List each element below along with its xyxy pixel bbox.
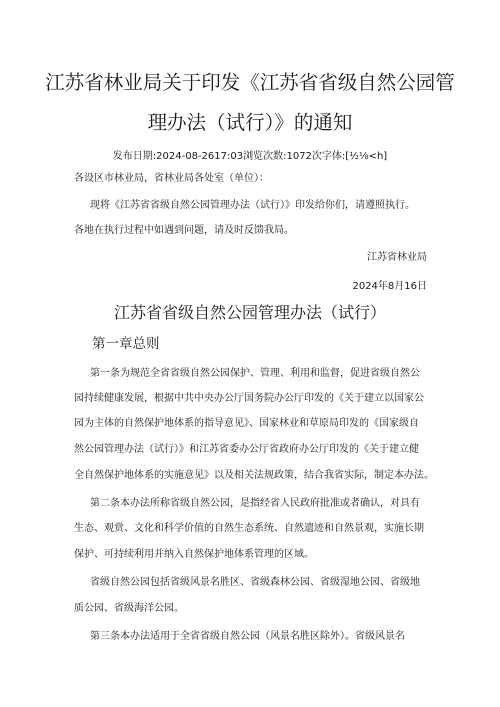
article-line: 第三条本办法适用于全省省级自然公园（风景名胜区除外）。省级风景名 <box>90 631 405 642</box>
article-line: 园持续健康发展，根据中共中央办公厅国务院办公厅印发的《关于建立以国家公 <box>74 393 424 404</box>
chapter-heading: 第一章总则 <box>92 336 160 352</box>
article-line: 第一条为规范全省省级自然公园保护、管理、利用和监督，促进省级自然公 <box>90 368 420 379</box>
article-line: 质公园、省级海洋公园。 <box>74 603 184 614</box>
recipients-line: 各设区市林业局，省林业局各处室（单位）： <box>74 173 269 184</box>
issuer-name: 江苏省林业局 <box>367 252 427 263</box>
notice-title-line-2: 理办法（试行）》的通知 <box>147 111 353 134</box>
notice-body-line-2: 各地在执行过程中如遇到问题，请及时反馈我局。 <box>74 225 294 236</box>
article-line: 保护、可持续利用并纳入自然保护地体系管理的区域。 <box>74 549 314 560</box>
article-line: 然公园管理办法（试行）》和江苏省委办公厅省政府办公厅印发的《关于建立健 <box>74 444 419 455</box>
notice-title-line-1: 江苏省林业局关于印发《江苏省省级自然公园管 <box>45 71 455 94</box>
article-line: 省级自然公园包括省级风景名胜区、省级森林公园、省级湿地公园、省级地 <box>90 577 420 588</box>
article-line: 第二条本办法所称省级自然公园，是指经省人民政府批准或者确认，对具有 <box>90 498 420 509</box>
article-line: 生态、观赏、文化和科学价值的自然生态系统、自然遗迹和自然景观，实施长期 <box>74 523 424 534</box>
publish-meta: 发布日期:2024-08-2617:03浏览次数:1072次字体:[½⅛<h] <box>112 151 388 162</box>
article-line: 全自然保护地体系的实施意见》以及相关法规政策，结合我省实际，制定本办法。 <box>74 470 434 481</box>
notice-body-line-1: 现将《江苏省省级自然公园管理办法（试行）》印发给你们，请遵照执行。 <box>90 200 415 211</box>
article-line: 园为主体的自然保护地体系的指导意见》、国家林业和草原局印发的《国家级自 <box>74 418 419 429</box>
regulation-title: 江苏省省级自然公园管理办法（试行） <box>113 303 386 322</box>
issue-date: 2024年8月16日 <box>352 281 427 292</box>
